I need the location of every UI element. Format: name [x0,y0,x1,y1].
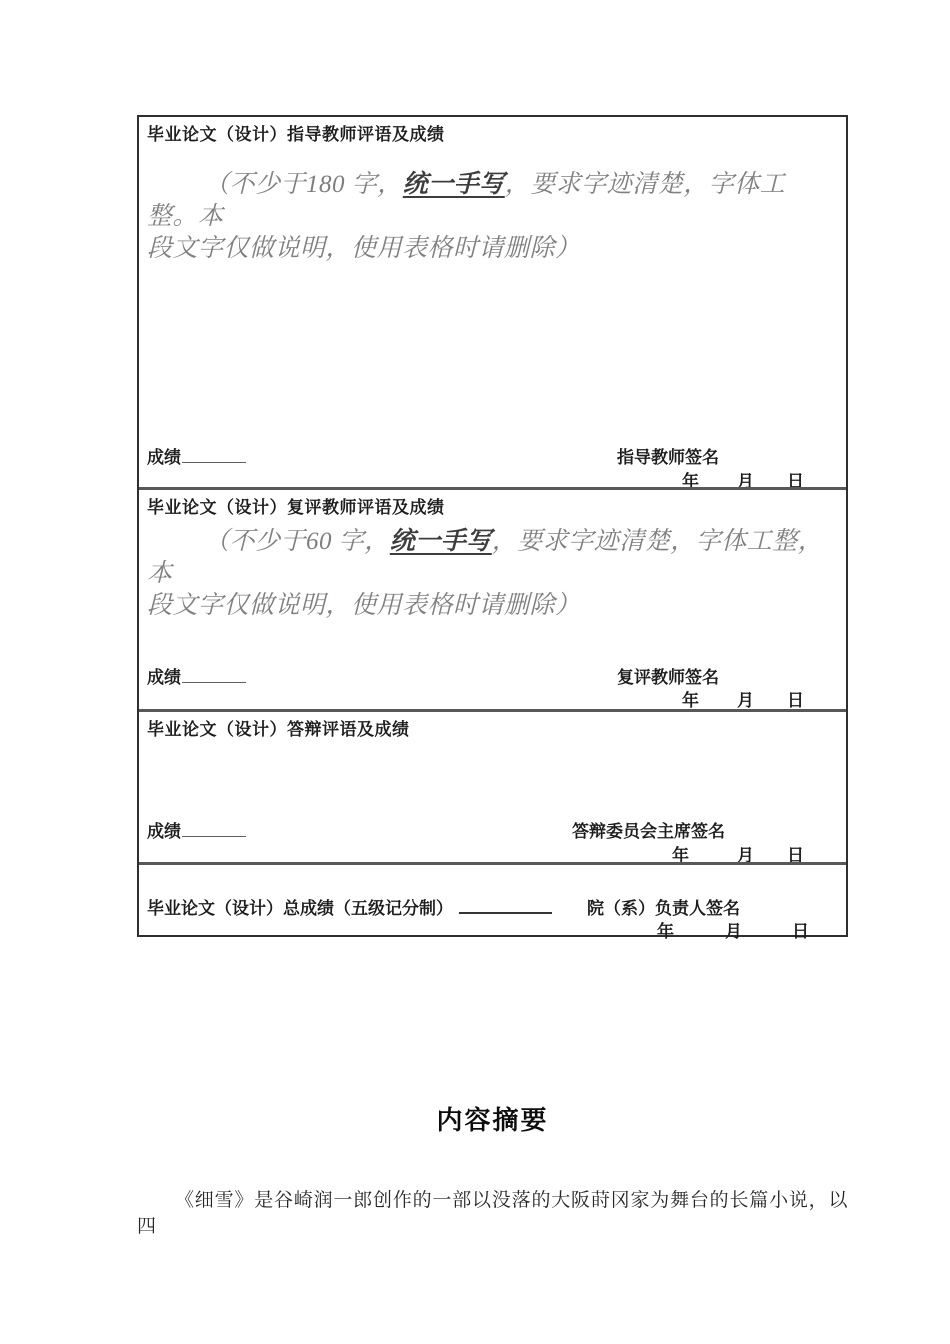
total-grade-label: 毕业论文（设计）总成绩（五级记分制） [147,899,453,918]
date-line [139,917,846,939]
month-label: 月 [737,846,754,865]
note-line-1 [147,169,827,233]
year-label: 年 [682,691,699,710]
abstract-heading: 内容摘要 [436,1105,549,1135]
year-label: 年 [672,846,689,865]
grade-row [147,817,246,842]
defense-section-title: 毕业论文（设计）答辩评语及成绩 [147,720,410,739]
note-line-2: 段文字仅做说明，使用表格时请删除） [147,235,581,262]
year-label: 年 [657,922,674,941]
grade-blank-field[interactable] [182,668,246,683]
date-line [139,841,846,863]
year-label: 年 [682,472,699,491]
grade-blank-field[interactable] [182,448,246,463]
day-label: 日 [792,922,809,941]
grade-label: 成绩 [147,822,181,841]
reviewer-signature-label: 复评教师签名 [617,668,719,687]
grade-row [147,443,246,468]
advisor-section-title: 毕业论文（设计）指导教师评语及成绩 [147,125,445,144]
dean-signature-label: 院（系）负责人签名 [587,899,740,918]
review-section-title: 毕业论文（设计）复评教师评语及成绩 [147,498,445,517]
note-emphasis: 统一手写 [389,528,492,555]
note-emphasis: 统一手写 [402,171,505,198]
abstract-paragraph: 《细雪》是谷崎润一郎创作的一部以没落的大阪莳冈家为舞台的长篇小说，以四 [137,1190,848,1237]
total-grade-row [147,894,552,919]
note-line-2: 段文字仅做说明，使用表格时请删除） [147,592,581,619]
note-post: ，要求字迹清楚，字体工整，本 [147,528,824,587]
month-label: 月 [737,691,754,710]
note-pre: （不少于60 字， [204,528,390,555]
grade-label: 成绩 [147,448,181,467]
review-comment-section [139,487,846,709]
grade-blank-field[interactable] [182,822,246,837]
note-pre: （不少于180 字， [204,171,403,198]
month-label: 月 [737,472,754,491]
day-label: 日 [787,472,804,491]
handwriting-note [147,169,827,265]
total-grade-blank-field[interactable] [459,899,552,914]
grade-row [147,663,246,688]
total-grade-section [139,862,846,939]
handwriting-note [147,526,827,622]
evaluation-table [137,115,848,941]
date-line [139,686,846,708]
advisor-signature-label: 指导教师签名 [617,448,719,467]
note-post: ，要求字迹清楚，字体工整。本 [147,171,786,230]
defense-chair-signature-label: 答辩委员会主席签名 [572,822,725,841]
month-label: 月 [725,922,742,941]
date-line [139,467,846,489]
day-label: 日 [787,691,804,710]
note-line-1 [147,526,827,590]
day-label: 日 [787,846,804,865]
advisor-comment-section [139,117,846,491]
grade-label: 成绩 [147,668,181,687]
defense-comment-section [139,709,846,865]
